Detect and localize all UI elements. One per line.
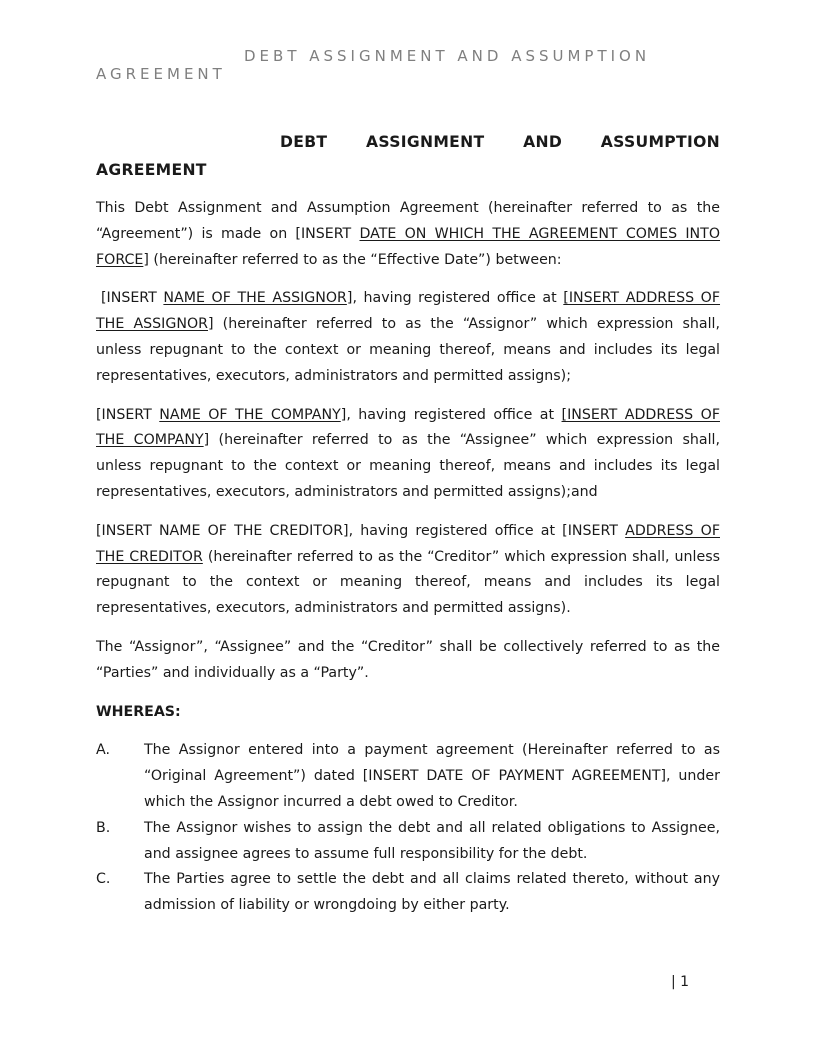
page-header	[96, 47, 720, 83]
recital-text: The Assignor entered into a payment agreement (Hereinafter referred to as “Original Agreement”) dated [INSERT DATE OF PAYMENT AGREEMENT], under which the Assignor incurred a debt owed to Creditor.	[144, 742, 720, 810]
recital-item	[96, 867, 720, 919]
recital-item	[96, 738, 720, 815]
whereas-heading: WHEREAS:	[96, 703, 181, 720]
header-line-1: DEBT ASSIGNMENT AND ASSUMPTION	[244, 47, 651, 65]
placeholder-company-address: [INSERT ADDRESS OF THE COMPANY	[96, 406, 720, 449]
header-line-2: AGREEMENT	[96, 65, 226, 83]
recital-label: B.	[96, 819, 111, 836]
placeholder-assignor-address: [INSERT ADDRESS OF THE ASSIGNOR	[96, 290, 721, 333]
recital-text: The Assignor wishes to assign the debt and all related obligations to Assignee, and assignee agrees to assume full responsibility for the debt.	[144, 819, 720, 862]
document-title	[96, 128, 720, 184]
title-word: ASSUMPTION	[600, 133, 720, 151]
document-body	[96, 128, 720, 919]
parties-paragraph: The “Assignor”, “Assignee” and the “Creditor” shall be collectively referred to as the “Parties” and individually as a “Party”.	[96, 638, 720, 681]
assignor-paragraph: [INSERT NAME OF THE ASSIGNOR], having registered office at [INSERT ADDRESS OF THE ASSIGNOR] (hereinafter referred to as the “Assignor” which expression shall, unless repugnant to the context or meaning thereof, means and includes its legal representatives, executors, administrators and permitted assigns);	[96, 290, 721, 384]
recital-item	[96, 816, 720, 868]
title-line-2: AGREEMENT	[96, 161, 207, 179]
title-line-1	[96, 128, 720, 156]
recital-label: C.	[96, 871, 111, 888]
recital-text: The Parties agree to settle the debt and all claims related thereto, without any admission of liability or wrongdoing by either party.	[144, 871, 720, 914]
assignee-paragraph: [INSERT NAME OF THE COMPANY], having registered office at [INSERT ADDRESS OF THE COMPANY] (hereinafter referred to as the “Assignee” which expression shall, unless repugnant to the context or meaning thereof, means and includes its legal representatives, executors, administrators and permitted assigns);and	[96, 406, 720, 500]
placeholder-creditor-address: ADDRESS OF THE CREDITOR	[96, 522, 720, 565]
creditor-paragraph: [INSERT NAME OF THE CREDITOR], having registered office at [INSERT ADDRESS OF THE CREDITOR (hereinafter referred to as the “Creditor” which expression shall, unless repugnant to the context or meaning thereof, means and includes its legal representatives, executors, administrators and permitted assigns).	[96, 522, 720, 617]
recitals-list	[96, 738, 720, 919]
title-word: ASSIGNMENT	[366, 133, 485, 151]
placeholder-company-name: NAME OF THE COMPANY	[159, 406, 341, 423]
placeholder-effective-date: DATE ON WHICH THE AGREEMENT COMES INTO FORCE	[96, 225, 721, 268]
placeholder-assignor-name: NAME OF THE ASSIGNOR	[163, 290, 347, 307]
recital-label: A.	[96, 742, 110, 759]
title-word: AND	[523, 133, 563, 151]
intro-paragraph: This Debt Assignment and Assumption Agreement (hereinafter referred to as the “Agreement”) is made on [INSERT DATE ON WHICH THE AGREEMENT COMES INTO FORCE] (hereinafter referred to as the “Effective Date”) between:	[96, 200, 721, 268]
page-number: | 1	[671, 974, 690, 990]
title-word: DEBT	[280, 133, 328, 151]
